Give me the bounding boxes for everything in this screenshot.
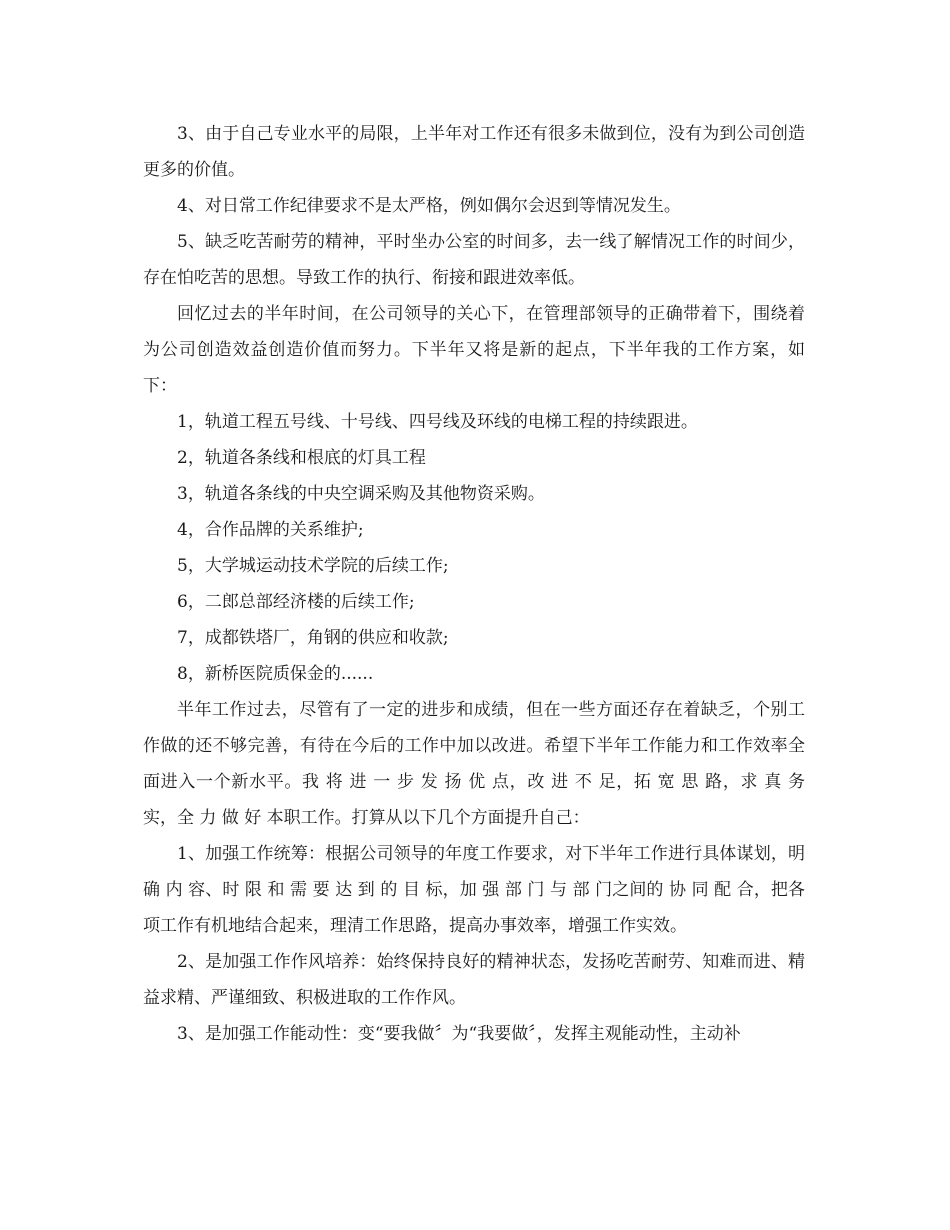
paragraph-weakness-3: 3、由于自己专业水平的局限，上半年对工作还有很多未做到位，没有为到公司创造更多的价值。 (143, 124, 805, 180)
plan-item-2: 2，轨道各条线和根底的灯具工程 (177, 448, 426, 468)
paragraph-weakness-5: 5、缺乏吃苦耐劳的精神，平时坐办公室的时间多，去一线了解情况工作的时间少，存在怕吃苦的思想。导致工作的执行、衔接和跟进效率低。 (143, 232, 805, 288)
paragraph-summary: 半年工作过去，尽管有了一定的进步和成绩，但在一些方面还存在着缺乏，个别工作做的还不够完善，有待在今后的工作中加以改进。希望下半年工作能力和工作效率全面进入一个新水平。我 将 进 一 步 发 扬 优 点，改 进 不 足，拓 宽 思 路，求 真 务 实，全 力 做 好 本职工作。打算从以下几个方面提升自己： (143, 700, 805, 828)
paragraph-review: 回忆过去的半年时间，在公司领导的关心下，在管理部领导的正确带着下，围绕着为公司创造效益创造价值而努力。下半年又将是新的起点，下半年我的工作方案，如下： (143, 304, 805, 396)
improvement-item-3: 3、是加强工作能动性：变“要我做〞为“我要做〞，发挥主观能动性，主动补 (177, 1024, 741, 1044)
improvement-item-2: 2、是加强工作作风培养：始终保持良好的精神状态，发扬吃苦耐劳、知难而进、精益求精、严谨细致、积极进取的工作作风。 (143, 952, 805, 1008)
plan-item-5: 5，大学城运动技术学院的后续工作; (177, 556, 449, 576)
plan-item-3: 3，轨道各条线的中央空调采购及其他物资采购。 (177, 484, 545, 504)
paragraph-weakness-4: 4、对日常工作纪律要求不是太严格，例如偶尔会迟到等情况发生。 (177, 196, 681, 216)
plan-item-1: 1，轨道工程五号线、十号线、四号线及环线的电梯工程的持续跟进。 (177, 412, 698, 432)
document-body (143, 116, 805, 1052)
plan-item-7: 7，成都铁塔厂，角钢的供应和收款; (177, 628, 449, 648)
plan-item-6: 6，二郎总部经济楼的后续工作; (177, 592, 415, 612)
plan-item-4: 4，合作品牌的关系维护; (177, 520, 364, 540)
plan-item-8: 8，新桥医院质保金的...... (177, 664, 374, 684)
improvement-item-1: 1、加强工作统筹：根据公司领导的年度工作要求，对下半年工作进行具体谋划，明 确 内 容、时 限 和 需 要 达 到 的 目 标，加 强 部 门 与 部 门之间的 协 同 配 合，把各项工作有机地结合起来，理清工作思路，提高办事效率，增强工作实效。 (143, 844, 805, 936)
